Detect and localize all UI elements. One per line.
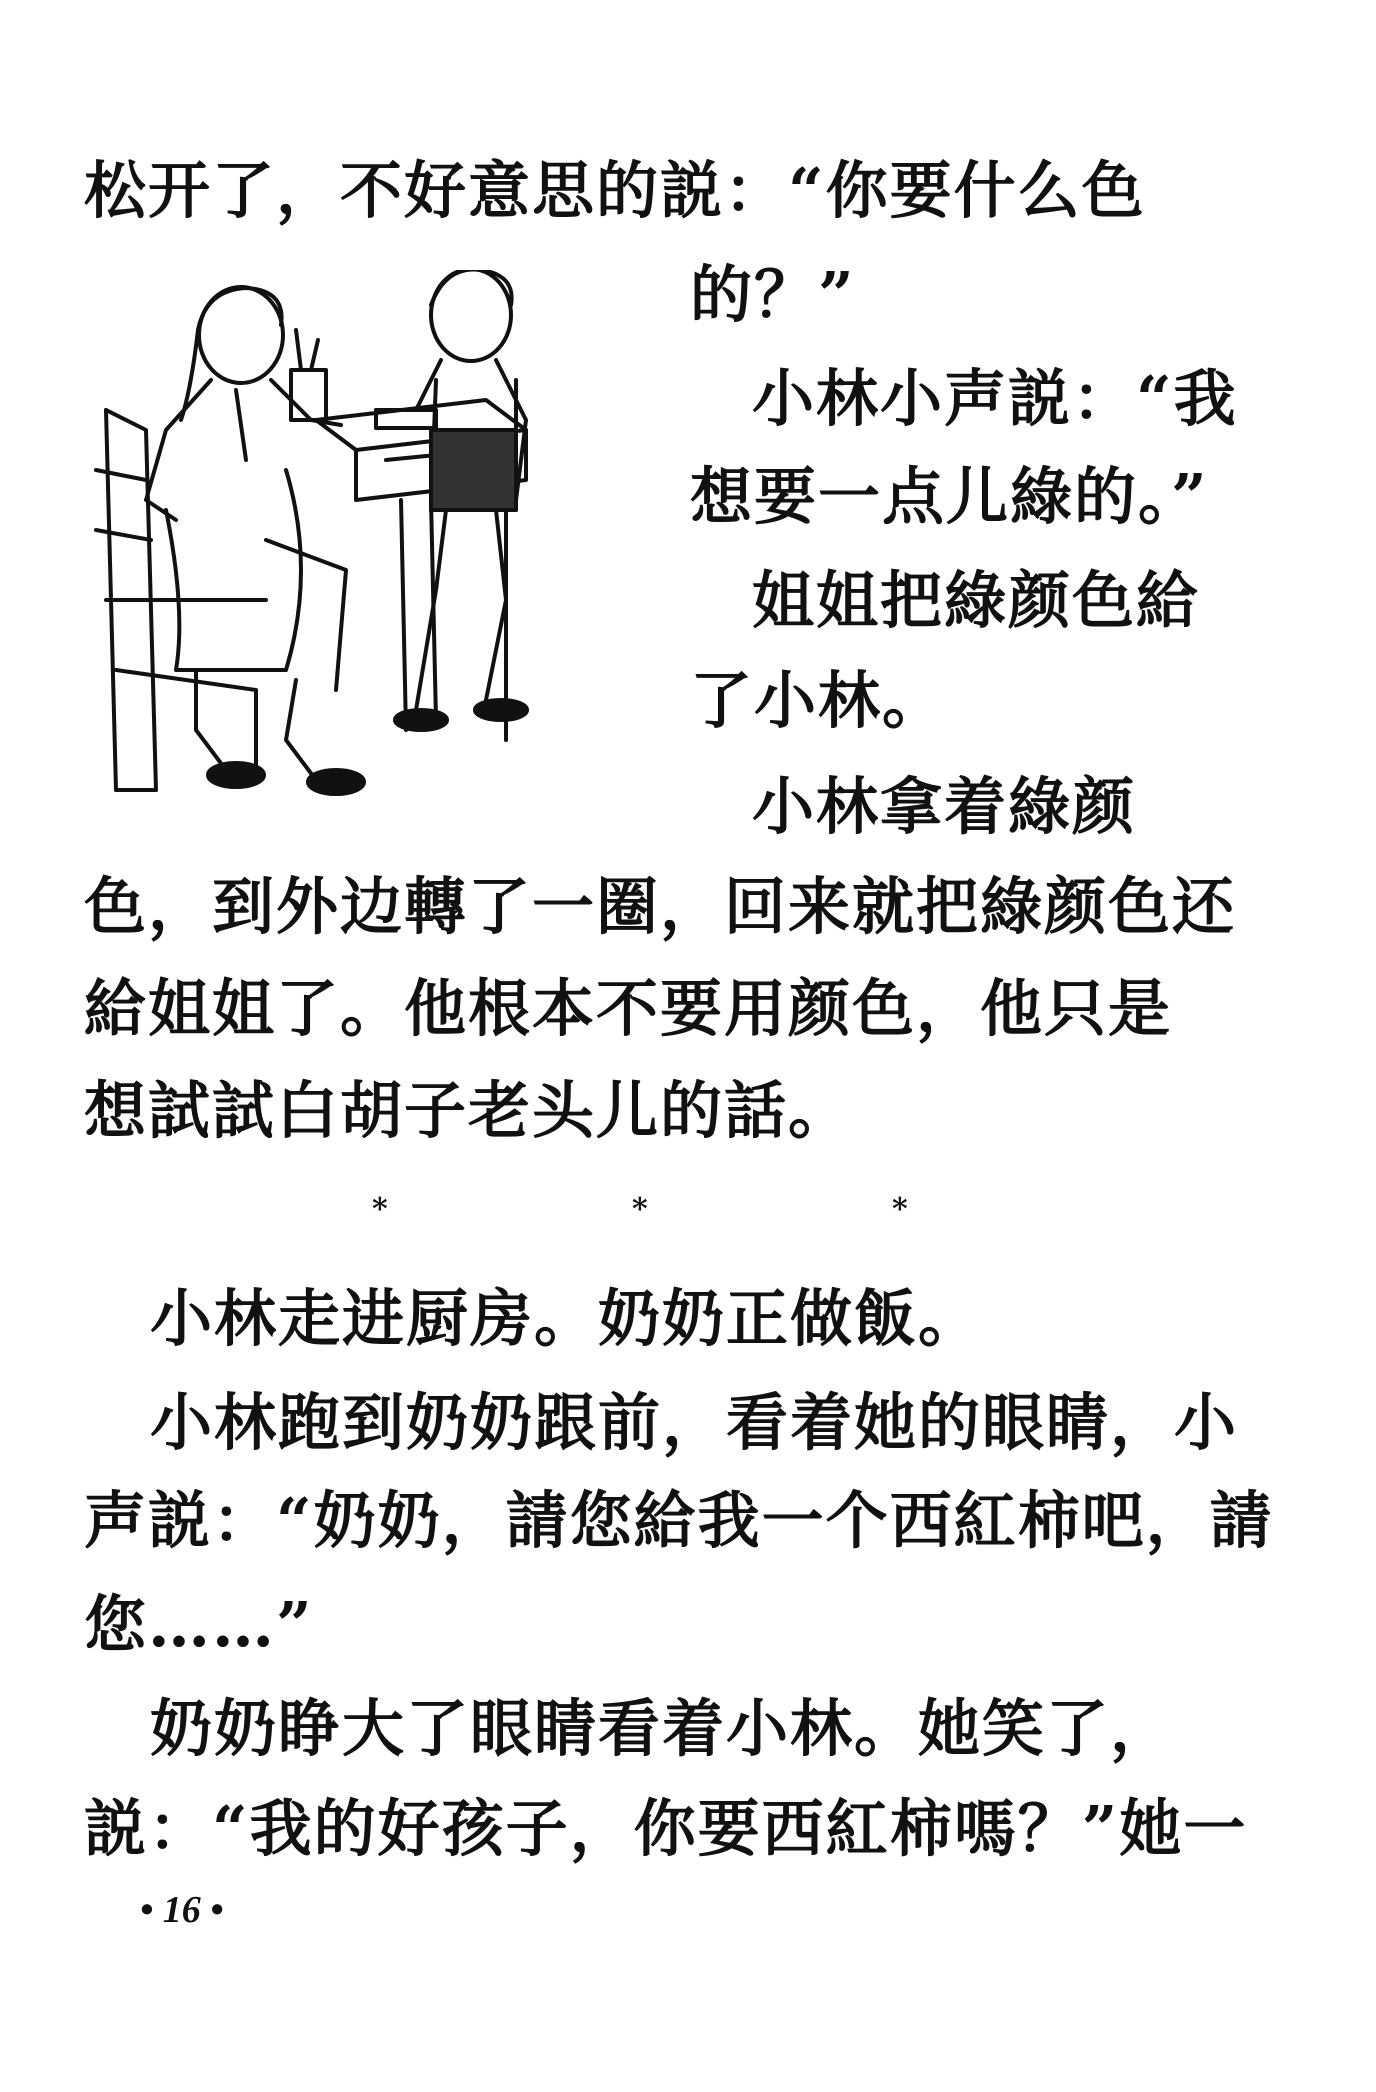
text-line-6: 了小林。 bbox=[690, 664, 947, 737]
text-line-7: 小林拿着綠颜 bbox=[752, 770, 1137, 843]
separator-star: * bbox=[632, 1192, 648, 1227]
page-number: • 16 • bbox=[140, 1889, 224, 1931]
text-line-9: 給姐姐了。他根本不要用颜色，他只是 bbox=[84, 972, 1173, 1045]
text-line-2: 的？” bbox=[690, 258, 856, 331]
section-separator bbox=[0, 1192, 1376, 1232]
text-line-12: 小林跑到奶奶跟前，看着她的眼睛，小 bbox=[150, 1386, 1239, 1459]
text-line-16: 説：“我的好孩子，你要西紅柿嗎？”她一 bbox=[84, 1792, 1248, 1865]
text-line-8: 色，到外边轉了一圈，回来就把綠颜色还 bbox=[84, 870, 1237, 943]
separator-star: * bbox=[372, 1192, 388, 1227]
text-line-11: 小林走进厨房。奶奶正做飯。 bbox=[150, 1282, 983, 1355]
text-line-3: 小林小声説：“我 bbox=[752, 362, 1238, 435]
text-line-10: 想試試白胡子老头儿的話。 bbox=[84, 1074, 853, 1147]
text-line-4: 想要一点儿綠的。” bbox=[690, 460, 1209, 533]
text-line-14: 您……” bbox=[84, 1588, 314, 1661]
separator-star: * bbox=[892, 1192, 908, 1227]
illustration-children-at-desk bbox=[86, 270, 606, 810]
text-line-1: 松开了，不好意思的説：“你要什么色 bbox=[84, 154, 1146, 227]
text-line-15: 奶奶睁大了眼睛看着小林。她笑了， bbox=[150, 1692, 1175, 1765]
text-line-13: 声説：“奶奶，請您給我一个西紅柿吧，請 bbox=[84, 1484, 1274, 1557]
text-line-5: 姐姐把綠颜色給 bbox=[752, 564, 1201, 637]
